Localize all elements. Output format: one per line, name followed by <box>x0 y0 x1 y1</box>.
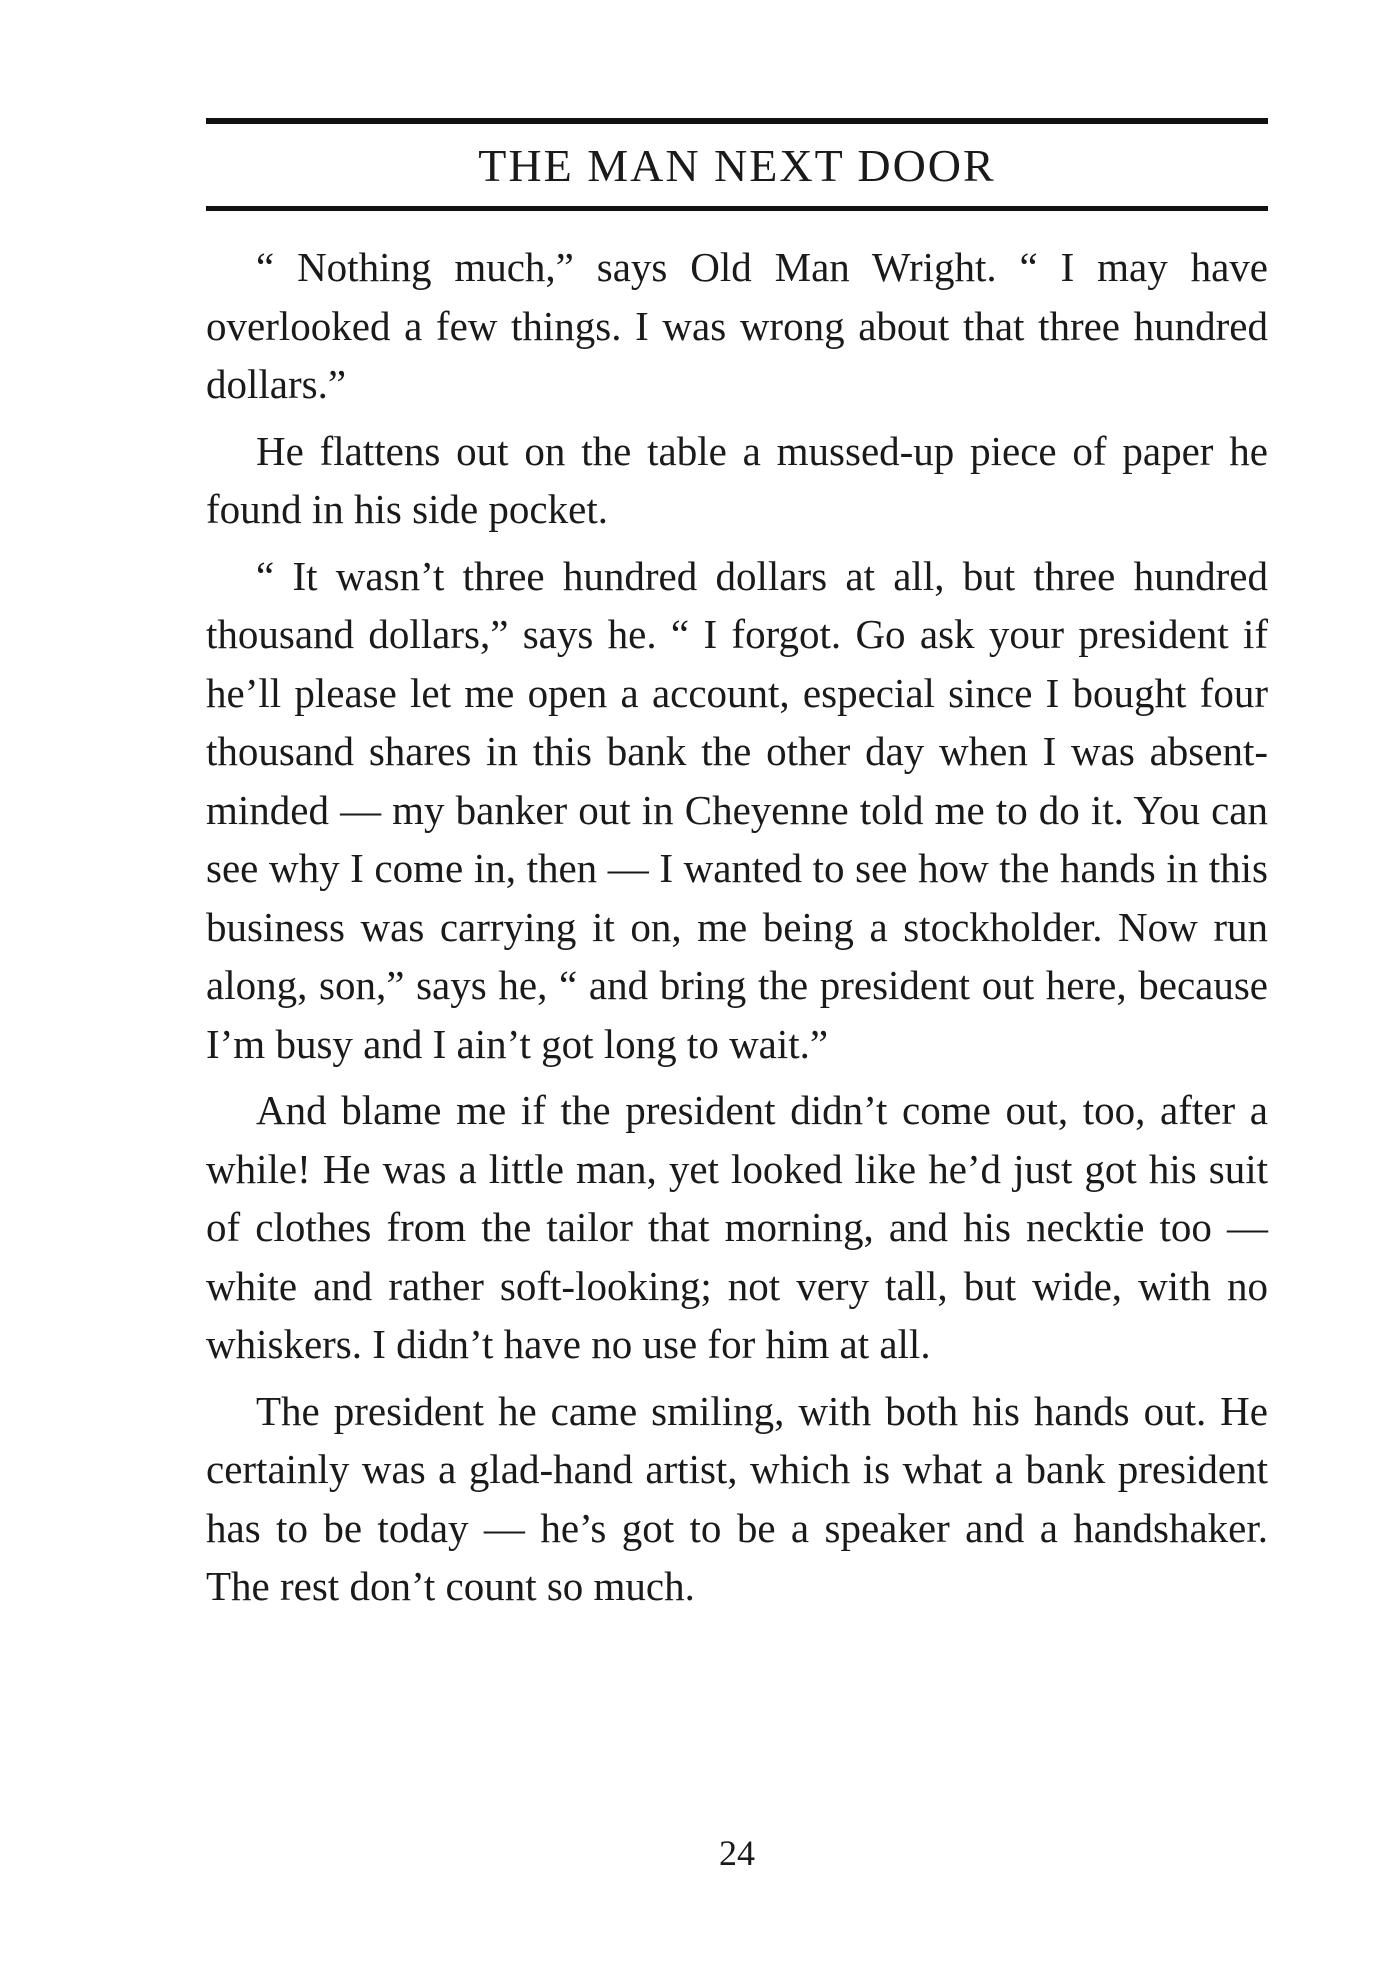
running-title: THE MAN NEXT DOOR <box>478 140 996 191</box>
header-rule-bottom <box>206 206 1268 211</box>
paragraph-2: He flattens out on the table a mussed-up piece of paper he found in his side pocket. <box>206 427 1268 532</box>
paragraph-3: “ It wasn’t three hundred dollars at all, but three hundred thousand dollars,” says he. “ I forgot. Go ask your president if he’ll please let me open a account, especial since I bought four thousand shares in this bank the other day when I was absent-minded — my banker out in Cheyenne told me to do it. You can see why I come in, then — I wanted to see how the hands in this business was carrying it on, me being a stockholder. Now run along, son,” says he, “ and bring the president out here, because I’m busy and I ain’t got long to wait.” <box>206 552 1268 1067</box>
paragraph-1: “ Nothing much,” says Old Man Wright. “ I may have overlooked a few things. I was wrong about that three hundred dollars.” <box>206 244 1268 407</box>
body-text <box>206 238 1268 1624</box>
paragraph-5: The president he came smiling, with both his hands out. He certainly was a glad-hand artist, which is what a bank president has to be today — he’s got to be a speaker and a handshaker. The rest don’t count so much. <box>206 1387 1268 1609</box>
page-number: 24 <box>719 1833 755 1873</box>
header-rule-top <box>206 118 1268 124</box>
paragraph-4: And blame me if the president didn’t come out, too, after a while! He was a little man, yet looked like he’d just got his suit of clothes from the tailor that morning, and his necktie too — white and rather soft-looking; not very tall, but wide, with no whiskers. I didn’t have no use for him at all. <box>206 1087 1268 1367</box>
